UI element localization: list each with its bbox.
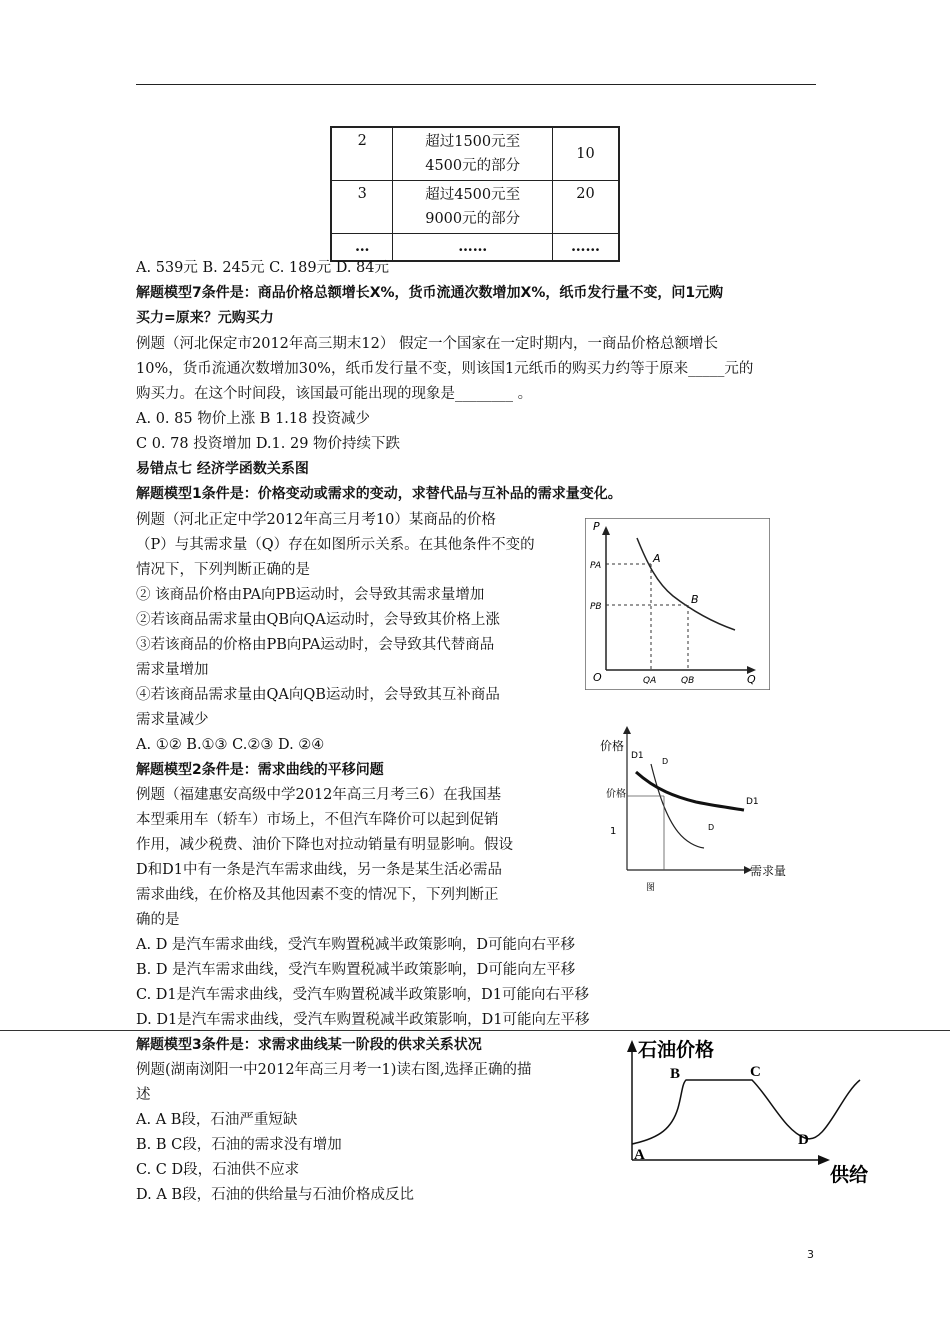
model2-option-d: D. D1是汽车需求曲线，受汽车购置税减半政策影响，D1可能向左平移: [136, 1012, 590, 1028]
curve-label-d1-right: D1: [746, 797, 759, 807]
curve-label-d1: D1: [631, 751, 644, 761]
axis-label-supply: 供给: [830, 1164, 869, 1186]
model3-option-b: B. B C段，石油的需求没有增加: [136, 1137, 342, 1153]
model2-example: 例题（福建惠安高级中学2012年高三月考三6）在我国基: [136, 787, 502, 803]
table-row: [331, 181, 619, 234]
model2-example: 本型乘用车（轿车）市场上，不但汽车降价可以起到促销: [136, 812, 499, 828]
figure-caption: 图: [646, 883, 656, 892]
model1-options: A. ①② B.①③ C.②③ D. ②④: [136, 737, 325, 753]
axis-label-price: 价格: [600, 739, 625, 753]
model1-statement: ②若该商品需求量由QB向QA运动时，会导致其价格上涨: [136, 612, 500, 628]
curve-label-d-low: D: [708, 823, 715, 832]
label-pa: PA: [590, 561, 602, 571]
model1-statement: 需求量减少: [136, 712, 209, 728]
model2-example: 确的是: [136, 912, 180, 928]
model1-statement: 需求量增加: [136, 662, 209, 678]
label-qa: QA: [643, 676, 657, 686]
point-b: B: [670, 1066, 681, 1082]
model7-example: 例题（河北保定市2012年高三期末12） 假定一个国家在一定时期内，一商品价格总额增长: [136, 336, 718, 352]
table-cell-rate: ……: [552, 234, 619, 262]
axis-label-p: P: [593, 520, 600, 533]
oil-price-figure: [620, 1036, 890, 1192]
curve-label-d: D: [662, 757, 669, 766]
model2-option-a: A. D 是汽车需求曲线，受汽车购置税减半政策影响，D可能向右平移: [136, 937, 576, 953]
page-number: 3: [807, 1248, 814, 1261]
model1-example: （P）与其需求量（Q）存在如图所示关系。在其他条件不变的: [136, 537, 535, 553]
model2-title: 解题模型2条件是：需求曲线的平移问题: [136, 762, 384, 778]
model1-example: 例题（河北正定中学2012年高三月考10）某商品的价格: [136, 512, 496, 528]
label-qb: QB: [681, 676, 695, 686]
point-a: A: [653, 552, 661, 565]
model7-options: A. 0. 85 物价上涨 B 1.18 投资减少: [136, 411, 370, 427]
model3-title: 解题模型3条件是：求需求曲线某一阶段的供求关系状况: [136, 1037, 482, 1053]
table-row: [331, 234, 619, 262]
model3-example: 例题(湖南浏阳一中2012年高三月考一1)读右图,选择正确的描: [136, 1062, 532, 1078]
origin-label: O: [593, 671, 602, 684]
model3-option-d: D. A B段，石油的供给量与石油价格成反比: [136, 1187, 415, 1203]
model7-example: 购买力。在这个时间段，该国最可能出现的现象是________ 。: [136, 386, 533, 402]
axis-label-quantity: 需求量: [750, 864, 787, 878]
table-row: [331, 127, 619, 181]
axis-label-q: Q: [747, 673, 756, 686]
table-cell-rate: 20: [552, 181, 619, 234]
point-c: C: [750, 1064, 761, 1080]
section-divider: [0, 1030, 950, 1031]
model2-example: 作用，减少税费、油价下降也对拉动销量有明显影响。假设: [136, 837, 513, 853]
point-d: D: [798, 1132, 809, 1148]
table-cell-income: 超过4500元至9000元的部分: [393, 181, 553, 234]
price-level-number: 1: [610, 826, 617, 837]
table-cell-level: 2: [331, 127, 393, 181]
point-b: B: [691, 593, 699, 606]
model7-title: 解题模型7条件是：商品价格总额增长X%，货币流通次数增加X%，纸币发行量不变，问1元购: [136, 285, 724, 301]
model1-title: 解题模型1条件是：价格变动或需求的变动，求替代品与互补品的需求量变化。: [136, 486, 622, 502]
model2-example: D和D1中有一条是汽车需求曲线，另一条是某生活必需品: [136, 862, 502, 878]
axis-label-oil-price: 石油价格: [638, 1039, 715, 1061]
section-title: 易错点七 经济学函数关系图: [136, 461, 309, 477]
model2-option-b: B. D 是汽车需求曲线，受汽车购置税减半政策影响，D可能向左平移: [136, 962, 576, 978]
table-cell-income: ……: [393, 234, 553, 262]
point-a: A: [634, 1147, 645, 1163]
model7-options: C 0. 78 投资增加 D.1. 29 物价持续下跌: [136, 436, 401, 452]
table-cell-level: …: [331, 234, 393, 262]
model3-option-c: C. C D段，石油供不应求: [136, 1162, 300, 1178]
model3-example: 述: [136, 1087, 151, 1103]
model2-example: 需求曲线，在价格及其他因素不变的情况下，下列判断正: [136, 887, 499, 903]
model1-statement: ④若该商品需求量由QA向QB运动时，会导致其互补商品: [136, 687, 500, 703]
model3-option-a: A. A B段，石油严重短缺: [136, 1112, 298, 1128]
table-cell-level: 3: [331, 181, 393, 234]
model1-example: 情况下，下列判断正确的是: [136, 562, 310, 578]
model2-option-c: C. D1是汽车需求曲线，受汽车购置税减半政策影响，D1可能向右平移: [136, 987, 589, 1003]
model7-title-cont: 买力=原来？元购买力: [136, 310, 274, 326]
price-demand-figure: [585, 518, 770, 690]
label-pb: PB: [590, 602, 602, 612]
tax-rate-table: [330, 126, 620, 262]
price-level-label: 价格: [606, 789, 626, 800]
q1-options: A. 539元 B. 245元 C. 189元 D. 84元: [136, 260, 389, 276]
model1-statement: ③若该商品的价格由PB向PA运动时，会导致其代替商品: [136, 637, 495, 653]
demand-shift-figure: [596, 722, 806, 892]
table-cell-income: 超过1500元至4500元的部分: [393, 127, 553, 181]
model7-example: 10%，货币流通次数增加30%，纸币发行量不变，则该国1元纸币的购买力约等于原来_____元的: [136, 361, 754, 377]
model1-statement: ② 该商品价格由PA向PB运动时，会导致其需求量增加: [136, 587, 485, 603]
header-rule: [136, 84, 816, 85]
table-cell-rate: 10: [552, 127, 619, 181]
